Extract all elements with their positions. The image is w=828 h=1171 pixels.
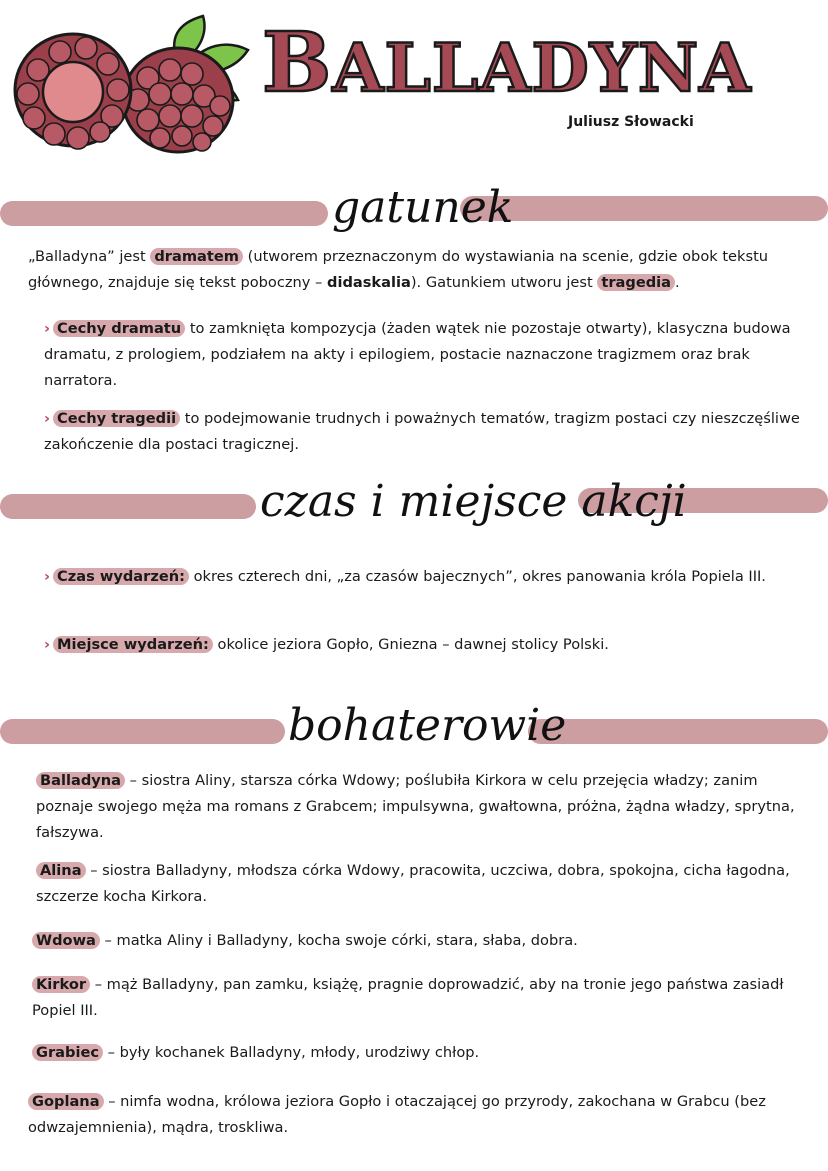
bullet-text: to podejmowanie trudnych i poważnych tematów, tragizm postaci czy nieszczęśliwe zakończenie dla postaci tragicznej. [44, 410, 800, 453]
chevron-right-icon: › [44, 320, 51, 337]
character-description: – były kochanek Balladyny, młody, urodziwy chłop. [107, 1044, 480, 1061]
didaskalia-term: didaskalia [327, 274, 411, 291]
list-item [44, 316, 814, 394]
bullet-label: Cechy tragedii [53, 410, 180, 427]
bullet-text: okolice jeziora Gopło, Gniezna – dawnej stolicy Polski. [217, 636, 609, 653]
highlight-dramatem: dramatem [150, 248, 243, 265]
section-bar-right [460, 196, 828, 221]
chevron-right-icon: › [44, 636, 51, 653]
bullet-label: Cechy dramatu [53, 320, 185, 337]
chevron-right-icon: › [44, 568, 51, 585]
section-heading-czas: czas i miejsce akcji [260, 476, 687, 527]
character-description: – nimfa wodna, królowa jeziora Gopło i otaczającej go przyrody, zakochana w Grabcu (bez odwzajemnienia), mądra, troskliwa. [28, 1093, 766, 1136]
bullet-text: to zamknięta kompozycja (żaden wątek nie pozostaje otwarty), klasyczna budowa dramatu, z prologiem, podziałem na akty i epilogiem, postacie naznaczone tragizmem oraz brak narratora. [44, 320, 791, 389]
list-item [44, 564, 814, 590]
bullet-label: Czas wydarzeń: [53, 568, 189, 585]
list-item [32, 928, 812, 954]
list-item [32, 1040, 812, 1066]
section-bar-left [0, 201, 328, 226]
character-name: Balladyna [36, 772, 125, 789]
list-item [44, 406, 814, 458]
section-heading-bohaterowie: bohaterowie [288, 700, 567, 751]
section-heading-gatunek: gatunek [332, 182, 514, 233]
gatunek-intro: „Balladyna” jest dramatem (utworem przeznaczonym do wystawiania na scenie, gdzie obok tekstu głównego, znajduje się tekst poboczny – didaskalia). Gatunkiem utworu jest tragedia . [28, 248, 769, 291]
page-title [262, 15, 752, 111]
list-item [36, 858, 812, 910]
list-item [36, 768, 812, 846]
character-name: Wdowa [32, 932, 100, 949]
section-bar-right [528, 719, 828, 744]
character-name: Goplana [28, 1093, 104, 1110]
character-name: Grabiec [32, 1044, 103, 1061]
character-name: Kirkor [32, 976, 90, 993]
section-bar-left [0, 494, 256, 519]
title-rest: ALLADYNA [332, 29, 752, 107]
section-bar-left [0, 719, 285, 744]
author: Juliusz Słowacki [568, 114, 694, 130]
bullet-label: Miejsce wydarzeń: [53, 636, 213, 653]
list-item [28, 1089, 804, 1141]
list-item [44, 632, 814, 658]
highlight-tragedia: tragedia [597, 274, 675, 291]
character-description: – mąż Balladyny, pan zamku, książę, pragnie doprowadzić, aby na tronie jego państwa zasiadł Popiel III. [32, 976, 784, 1019]
chevron-right-icon: › [44, 410, 51, 427]
bullet-text: okres czterech dni, „za czasów bajecznych”, okres panowania króla Popiela III. [193, 568, 766, 585]
character-description: – siostra Balladyny, młodsza córka Wdowy, pracowita, uczciwa, dobra, spokojna, cicha łagodna, szczerze kocha Kirkora. [36, 862, 790, 905]
raspberry-icon [8, 8, 258, 158]
list-item [32, 972, 816, 1024]
character-description: – siostra Aliny, starsza córka Wdowy; poślubiła Kirkora w celu przejęcia władzy; zanim poznaje swojego męża ma romans z Grabcem; impulsywna, gwałtowna, próżna, żądna władzy, sprytna, fałszywa. [36, 772, 795, 841]
title-first-letter: B [262, 15, 333, 111]
character-description: – matka Aliny i Balladyny, kocha swoje córki, stara, słaba, dobra. [104, 932, 578, 949]
character-name: Alina [36, 862, 86, 879]
